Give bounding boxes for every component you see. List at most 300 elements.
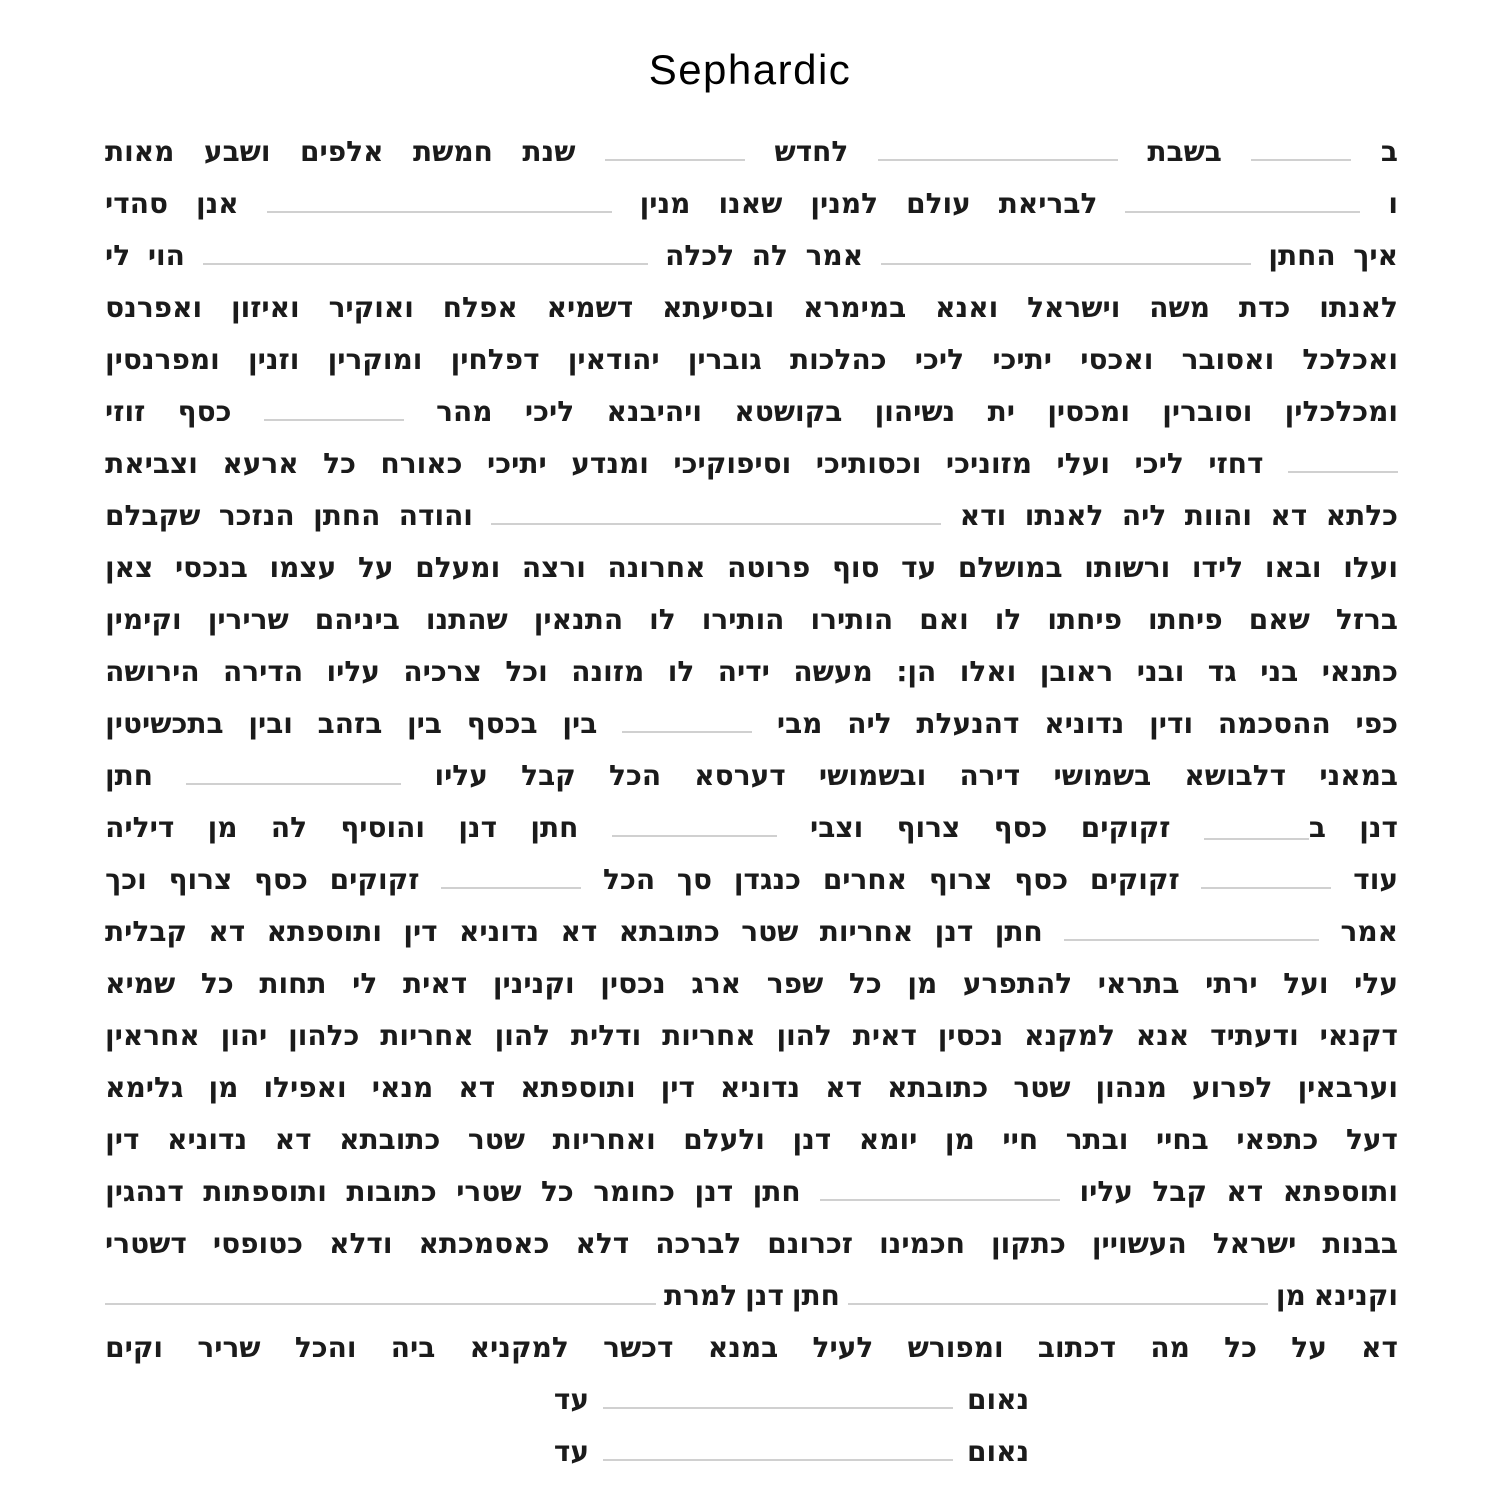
word: חתן xyxy=(994,915,1043,948)
word: סוף xyxy=(831,551,880,584)
word: למרת xyxy=(663,1279,738,1312)
word: צרוף xyxy=(928,863,993,896)
word: לעיל xyxy=(812,1331,874,1364)
word: הכל xyxy=(603,863,656,896)
word: אחראין xyxy=(105,1019,200,1052)
word: ליכי xyxy=(1134,447,1184,480)
word: ואפרנס xyxy=(105,291,203,324)
text-line-4 xyxy=(105,282,1398,334)
word: חיי xyxy=(1002,1123,1039,1156)
word: אלפים xyxy=(300,135,384,168)
word: מן xyxy=(907,967,938,1000)
word: במושלם xyxy=(957,551,1063,584)
witness-signature-line-1 xyxy=(145,1374,1438,1426)
word: אמר xyxy=(1340,915,1398,948)
word: להתפרע xyxy=(962,967,1073,1000)
word: לאנתו xyxy=(1024,499,1104,532)
word: ואחריות xyxy=(552,1123,656,1156)
word: דכשר xyxy=(603,1331,674,1364)
word: חמשת xyxy=(413,135,493,168)
word: נדוניא xyxy=(167,1123,248,1156)
word: כל xyxy=(1224,1331,1257,1364)
word: צרכיה xyxy=(403,655,482,688)
word: שקבלם xyxy=(105,499,201,532)
word: דין xyxy=(660,1071,695,1104)
word: פיחתו xyxy=(1047,603,1122,636)
word-with-attached-blank: ב xyxy=(1204,802,1326,854)
word: וקימין xyxy=(105,603,182,636)
fill-in-blank xyxy=(881,263,1251,265)
text-line-11 xyxy=(105,646,1398,698)
word: דלא xyxy=(575,1227,630,1260)
word: מהר xyxy=(436,395,493,428)
word: מעשה xyxy=(793,655,873,688)
word: אחריות xyxy=(380,1019,474,1052)
word: שריר xyxy=(197,1331,261,1364)
word: והוות xyxy=(1184,499,1252,532)
word: כתובות xyxy=(346,1175,437,1208)
word: צאן xyxy=(105,551,154,584)
word: דין xyxy=(403,915,438,948)
word: דעל xyxy=(1345,1123,1398,1156)
word: איך xyxy=(1353,239,1398,272)
text-line-23 xyxy=(105,1270,1398,1322)
word: וכך xyxy=(105,863,147,896)
word: סהדי xyxy=(105,187,168,220)
word: משה xyxy=(1149,291,1211,324)
fill-in-blank xyxy=(603,1407,953,1409)
word: כתובתא xyxy=(887,1071,989,1104)
word: דחזי xyxy=(1208,447,1264,480)
word: ומכסין xyxy=(1047,395,1130,428)
word: כטופסי xyxy=(212,1227,304,1260)
word: ועל xyxy=(1283,967,1329,1000)
word: דירה xyxy=(959,759,1021,792)
word: נדוניא xyxy=(720,1071,801,1104)
word: עליו xyxy=(1079,1175,1133,1208)
word: אחריות xyxy=(662,1019,756,1052)
word: ולעלם xyxy=(683,1123,765,1156)
word: כתנאי xyxy=(1321,655,1398,688)
word: ומכלכלין xyxy=(1284,395,1398,428)
word: ודלא xyxy=(329,1227,393,1260)
word: העשויין xyxy=(1091,1227,1187,1260)
word: צרוף xyxy=(168,863,233,896)
word: ועלו xyxy=(1343,551,1398,584)
word: בני xyxy=(1260,655,1299,688)
fill-in-blank xyxy=(267,211,612,213)
word: כתפאי xyxy=(1236,1123,1319,1156)
word: והכל xyxy=(294,1331,357,1364)
word: דנן xyxy=(745,1279,784,1312)
word: מאות xyxy=(105,135,175,168)
word: כנגדן xyxy=(733,863,802,896)
word: ודעתיד xyxy=(1210,1019,1299,1052)
word: עד xyxy=(553,1435,589,1468)
text-line-18 xyxy=(105,1010,1398,1062)
word: כסף xyxy=(1014,863,1069,896)
word: בכסף xyxy=(466,707,538,740)
word: ומוקרין xyxy=(327,343,423,376)
word: ואפילו xyxy=(263,1071,347,1104)
word: וצביאת xyxy=(105,447,198,480)
word: לו xyxy=(667,655,695,688)
word: כתובתא xyxy=(618,915,720,948)
word: ואסובר xyxy=(1181,343,1275,376)
word: דא xyxy=(208,915,246,948)
word: עצמו xyxy=(269,551,337,584)
text-line-16 xyxy=(105,906,1398,958)
word: נכסין xyxy=(937,1019,1004,1052)
word: ארעא xyxy=(222,447,299,480)
word: מבי xyxy=(776,707,823,740)
word: כלתא xyxy=(1325,499,1398,532)
word: שפר xyxy=(766,967,824,1000)
word: ובני xyxy=(1136,655,1185,688)
word: בנכסי xyxy=(174,551,248,584)
word: כסף xyxy=(993,811,1048,844)
word: למנין xyxy=(810,187,879,220)
word: קבל xyxy=(521,759,576,792)
word: וכל xyxy=(505,655,548,688)
word: ב xyxy=(1380,135,1398,168)
word: לבריאת xyxy=(998,187,1098,220)
word: ויהיבנא xyxy=(606,395,702,428)
word: ושבע xyxy=(203,135,271,168)
word: הותירו xyxy=(810,603,894,636)
fill-in-blank xyxy=(612,835,777,837)
word: ורצה xyxy=(521,551,586,584)
word: דכתוב xyxy=(1037,1331,1117,1364)
word: גד xyxy=(1207,655,1237,688)
text-line-24 xyxy=(105,1322,1398,1374)
word: דנן xyxy=(458,811,498,844)
word: שנת xyxy=(522,135,576,168)
word: וקים xyxy=(105,1331,164,1364)
document-title: Sephardic xyxy=(648,46,852,93)
word: דא xyxy=(825,1071,863,1104)
word: בחיי xyxy=(1155,1123,1209,1156)
word: לה xyxy=(751,239,788,272)
word: ומפורש xyxy=(907,1331,1004,1364)
word: בבנות xyxy=(1322,1227,1398,1260)
word: יתיכי xyxy=(486,447,547,480)
word: ובאו xyxy=(1264,551,1322,584)
word: דקנאי xyxy=(1319,1019,1398,1052)
word: ראובן xyxy=(1039,655,1114,688)
word: חתן xyxy=(105,759,153,792)
word: לאנתו xyxy=(1319,291,1398,324)
word: כפי xyxy=(1355,707,1398,740)
word: ודין xyxy=(1149,707,1194,740)
word: וערבאין xyxy=(1297,1071,1398,1104)
text-line-5 xyxy=(105,334,1398,386)
word: חכמינו xyxy=(879,1227,965,1260)
word: כסף xyxy=(177,395,232,428)
word: דאית xyxy=(852,1019,917,1052)
word: עד xyxy=(553,1383,589,1416)
word: כל xyxy=(540,1175,574,1208)
word: ליכי xyxy=(524,395,575,428)
word: לחדש xyxy=(774,135,849,168)
text-line-22 xyxy=(105,1218,1398,1270)
word: קבלית xyxy=(105,915,188,948)
word: דפלחין xyxy=(450,343,540,376)
word: על xyxy=(1291,1331,1327,1364)
word: שאנו xyxy=(718,187,783,220)
word: מזוניכי xyxy=(945,447,1033,480)
word: תחות xyxy=(259,967,327,1000)
fill-in-blank xyxy=(264,419,404,421)
word: למקנא xyxy=(1024,1019,1115,1052)
word: בשבת xyxy=(1147,135,1222,168)
word: דיליה xyxy=(105,811,175,844)
word: דא xyxy=(274,1123,312,1156)
word: החתן xyxy=(313,499,381,532)
word: התנאין xyxy=(533,603,624,636)
word: הנזכר xyxy=(218,499,295,532)
fill-in-blank xyxy=(186,783,401,785)
word: ירתי xyxy=(1205,967,1258,1000)
fill-in-blank xyxy=(820,1199,1060,1201)
word: דהנעלת xyxy=(916,707,1020,740)
word: זקוקים xyxy=(1089,863,1180,896)
word: וקנינא xyxy=(1313,1279,1398,1312)
word: זקוקים xyxy=(1080,811,1171,844)
word: דא xyxy=(458,1071,496,1104)
word: דא xyxy=(1270,499,1308,532)
word: דנהגין xyxy=(105,1175,184,1208)
word: מן xyxy=(207,811,238,844)
word: כחומר xyxy=(593,1175,676,1208)
word: מן xyxy=(208,1071,239,1104)
word: החתן xyxy=(1268,239,1336,272)
word: דא xyxy=(1226,1175,1264,1208)
word: שטר xyxy=(1013,1071,1071,1104)
word: ובסיעתא xyxy=(662,291,775,324)
word: ואכלכל xyxy=(1302,343,1398,376)
word: שאם xyxy=(1248,603,1310,636)
fill-in-blank xyxy=(622,731,752,733)
word: כתקון xyxy=(991,1227,1066,1260)
word: פרוטה xyxy=(727,551,811,584)
word: ומנדע xyxy=(571,447,649,480)
word: ו xyxy=(1388,187,1398,220)
text-line-7 xyxy=(105,438,1398,490)
word: ית xyxy=(987,395,1015,428)
word: במאני xyxy=(1319,759,1398,792)
word: שהתנו xyxy=(425,603,508,636)
word: ואכסי xyxy=(1080,343,1154,376)
text-line-14 xyxy=(105,802,1398,854)
text-line-10 xyxy=(105,594,1398,646)
word: הותירו xyxy=(701,603,785,636)
word: ביה xyxy=(390,1331,436,1364)
word: הוי xyxy=(147,239,185,272)
word: וצבי xyxy=(810,811,864,844)
word: וכסותיכי xyxy=(815,447,922,480)
word: גוברין xyxy=(687,343,762,376)
fill-in-blank xyxy=(1288,471,1398,473)
word: ואנא xyxy=(935,291,999,324)
word: גלימא xyxy=(105,1071,184,1104)
word: הן: xyxy=(896,655,937,688)
word: מנין xyxy=(639,187,691,220)
word: מן xyxy=(944,1123,975,1156)
word: ובשמושי xyxy=(818,759,927,792)
fill-in-blank xyxy=(605,159,745,161)
word: אחרונה xyxy=(607,551,706,584)
word: חתן xyxy=(791,1279,840,1312)
text-line-9 xyxy=(105,542,1398,594)
word: ליה xyxy=(1121,499,1167,532)
word: ההסכמה xyxy=(1217,707,1331,740)
word: ומעלם xyxy=(415,551,501,584)
word: נאום xyxy=(966,1435,1030,1468)
word: לה xyxy=(270,811,308,844)
word: הירושה xyxy=(105,655,200,688)
word: בתכשיטין xyxy=(105,707,224,740)
text-line-6 xyxy=(105,386,1398,438)
word: עלי xyxy=(1354,967,1398,1000)
word: לי xyxy=(352,967,378,1000)
fill-in-blank xyxy=(603,1459,953,1461)
text-line-21 xyxy=(105,1166,1398,1218)
word: כאורח xyxy=(380,447,463,480)
word: ובין xyxy=(248,707,293,740)
word: בין xyxy=(407,707,442,740)
word: אחרים xyxy=(822,863,908,896)
word: ואוקיר xyxy=(328,291,414,324)
fill-in-blank xyxy=(441,887,581,889)
text-line-13 xyxy=(105,750,1398,802)
word: חתן xyxy=(752,1175,801,1208)
word: בתראי xyxy=(1097,967,1180,1000)
word: ארג xyxy=(691,967,742,1000)
word: אמר xyxy=(805,239,864,272)
word: הכל xyxy=(609,759,662,792)
word: צרוף xyxy=(896,811,961,844)
fill-in-blank xyxy=(878,159,1118,161)
word: יתיכי xyxy=(992,343,1053,376)
word: זקוקים xyxy=(329,863,420,896)
word: סך xyxy=(676,863,713,896)
word: מזונה xyxy=(571,655,645,688)
word: לפרוע xyxy=(1192,1071,1273,1104)
word: וזנין xyxy=(248,343,300,376)
word: זכרונם xyxy=(767,1227,854,1260)
word: אחריות xyxy=(819,915,914,948)
word: בזהב xyxy=(317,707,383,740)
word: ליכי xyxy=(914,343,965,376)
word: יהודאין xyxy=(567,343,660,376)
word: במימרא xyxy=(803,291,907,324)
word: לי xyxy=(105,239,131,272)
word: וישראל xyxy=(1027,291,1121,324)
word: עוד xyxy=(1353,863,1398,896)
word: מנהון xyxy=(1095,1071,1167,1104)
word: אפלח xyxy=(442,291,518,324)
word: נכסין xyxy=(600,967,666,1000)
word: להון xyxy=(776,1019,832,1052)
text-line-1 xyxy=(105,126,1398,178)
word: שרירין xyxy=(207,603,289,636)
fill-in-blank xyxy=(1251,159,1351,161)
word: ומפרנסין xyxy=(105,343,220,376)
word: יהון xyxy=(220,1019,268,1052)
ketubah-text-block xyxy=(105,126,1398,1478)
word: שטר xyxy=(741,915,799,948)
text-line-17 xyxy=(105,958,1398,1010)
fill-in-blank xyxy=(105,1303,656,1305)
word: דשטרי xyxy=(105,1227,187,1260)
word: ואיזון xyxy=(230,291,300,324)
word: כתובתא xyxy=(339,1123,441,1156)
word: מנאי xyxy=(371,1071,434,1104)
fill-in-blank xyxy=(1201,887,1331,889)
word: שטרי xyxy=(456,1175,522,1208)
word: ותוספתא xyxy=(520,1071,636,1104)
word: לו xyxy=(994,603,1022,636)
word: על xyxy=(357,551,394,584)
word: כלהון xyxy=(288,1019,360,1052)
word: בקושטא xyxy=(734,395,843,428)
word: חתן xyxy=(530,811,579,844)
word: ואלו xyxy=(959,655,1017,688)
word: ידיה xyxy=(717,655,770,688)
fill-in-blank xyxy=(848,1303,1268,1305)
word: נשיהון xyxy=(874,395,956,428)
word: יומא xyxy=(858,1123,918,1156)
word: מן xyxy=(1275,1279,1306,1312)
word: דאית xyxy=(402,967,468,1000)
fill-in-blank xyxy=(1064,939,1319,941)
word: שמיא xyxy=(105,967,176,1000)
word: אנן xyxy=(195,187,239,220)
word: להון xyxy=(494,1019,551,1052)
fill-in-blank xyxy=(1125,211,1360,213)
word: נדוניא xyxy=(459,915,540,948)
word: וקנינין xyxy=(492,967,575,1000)
word: עולם xyxy=(906,187,971,220)
word: דנן xyxy=(934,915,974,948)
word: בין xyxy=(562,707,598,740)
word: ותוספתא xyxy=(266,915,382,948)
word: ישראל xyxy=(1212,1227,1297,1260)
word: ביניהם xyxy=(314,603,400,636)
word: דשמיא xyxy=(546,291,634,324)
word: נדוניא xyxy=(1044,707,1125,740)
word: אנא xyxy=(1135,1019,1190,1052)
word: מה xyxy=(1150,1331,1190,1364)
text-line-19 xyxy=(105,1062,1398,1114)
word: כל xyxy=(848,967,882,1000)
word: במנא xyxy=(707,1331,779,1364)
word: עליו xyxy=(326,655,380,688)
text-line-8 xyxy=(105,490,1398,542)
word: ואם xyxy=(919,603,969,636)
word: כהלכות xyxy=(789,343,887,376)
word: ותוספתות xyxy=(203,1175,327,1208)
word: כאסמכתא xyxy=(418,1227,550,1260)
word: דנן xyxy=(694,1175,734,1208)
word: ותוספתא xyxy=(1282,1175,1398,1208)
text-line-15 xyxy=(105,854,1398,906)
word: זוזי xyxy=(105,395,146,428)
word: דין xyxy=(105,1123,140,1156)
word: עד xyxy=(901,551,937,584)
word: ורשותו xyxy=(1084,551,1171,584)
